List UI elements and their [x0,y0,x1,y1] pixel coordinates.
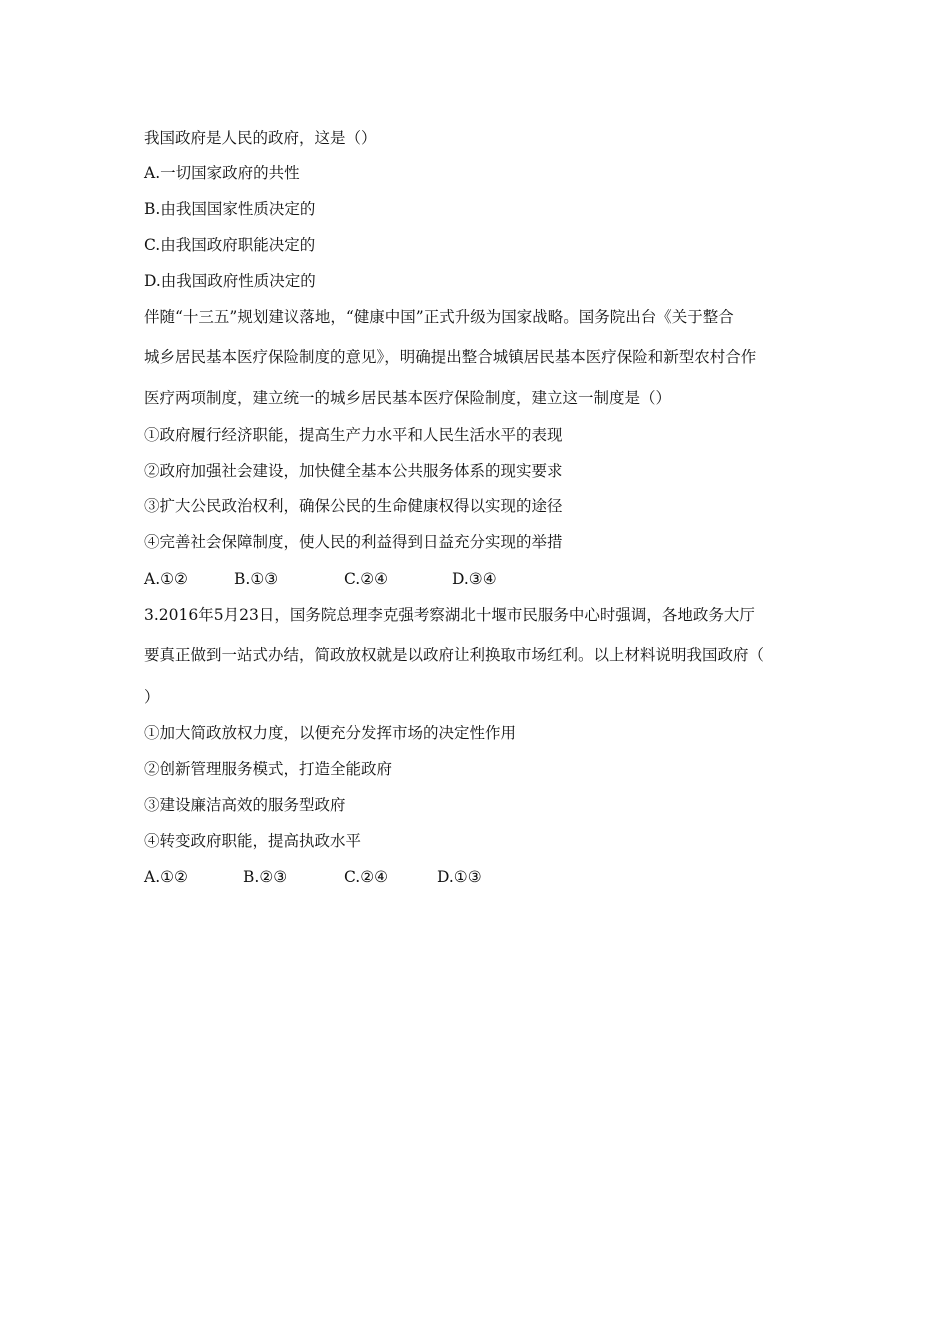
q3-statement-4: ④转变政府职能，提高执政水平 [144,832,362,850]
q2-statement-2: ②政府加强社会建设，加快健全基本公共服务体系的现实要求 [144,462,563,480]
q2-choice-d: D.③④ [452,570,497,588]
q3-choice-b: B.②③ [243,868,288,886]
q3-stem-line-1: 3.2016年5月23日，国务院总理李克强考察湖北十堰市民服务中心时强调，各地政务大厅 [144,606,755,624]
q1-option-a: A.一切国家政府的共性 [144,164,300,182]
q3-statement-2: ②创新管理服务模式，打造全能政府 [144,760,393,778]
q1-option-b: B.由我国国家性质决定的 [144,200,316,218]
q3-choice-a: A.①② [144,868,188,886]
q3-stem-line-3: ） [144,688,160,706]
q3-choices [144,867,482,887]
q2-choices [144,569,497,589]
q3-statement-1: ①加大简政放权力度，以便充分发挥市场的决定性作用 [144,724,517,742]
q3-choice-d: D.①③ [437,868,482,886]
q2-stem-line-1: 伴随“十三五”规划建议落地，“健康中国”正式升级为国家战略。国务院出台《关于整合 [144,308,734,326]
q1-stem: 我国政府是人民的政府，这是（） [144,129,377,147]
q2-stem-line-3: 医疗两项制度，建立统一的城乡居民基本医疗保险制度，建立这一制度是（） [144,389,672,407]
q2-statement-4: ④完善社会保障制度，使人民的利益得到日益充分实现的举措 [144,533,563,551]
q2-choice-b: B.①③ [234,570,279,588]
q2-statement-3: ③扩大公民政治权利，确保公民的生命健康权得以实现的途径 [144,497,563,515]
q1-option-d: D.由我国政府性质决定的 [144,272,316,290]
q3-stem-line-2: 要真正做到一站式办结，简政放权就是以政府让利换取市场红利。以上材料说明我国政府（ [144,646,765,664]
q2-stem-line-2: 城乡居民基本医疗保险制度的意见》，明确提出整合城镇居民基本医疗保险和新型农村合作 [144,348,757,366]
q3-choice-c: C.②④ [344,868,389,886]
q2-choice-c: C.②④ [344,570,389,588]
q1-option-c: C.由我国政府职能决定的 [144,236,316,254]
q3-statement-3: ③建设廉洁高效的服务型政府 [144,796,346,814]
q2-choice-a: A.①② [144,570,188,588]
q2-statement-1: ①政府履行经济职能，提高生产力水平和人民生活水平的表现 [144,426,563,444]
